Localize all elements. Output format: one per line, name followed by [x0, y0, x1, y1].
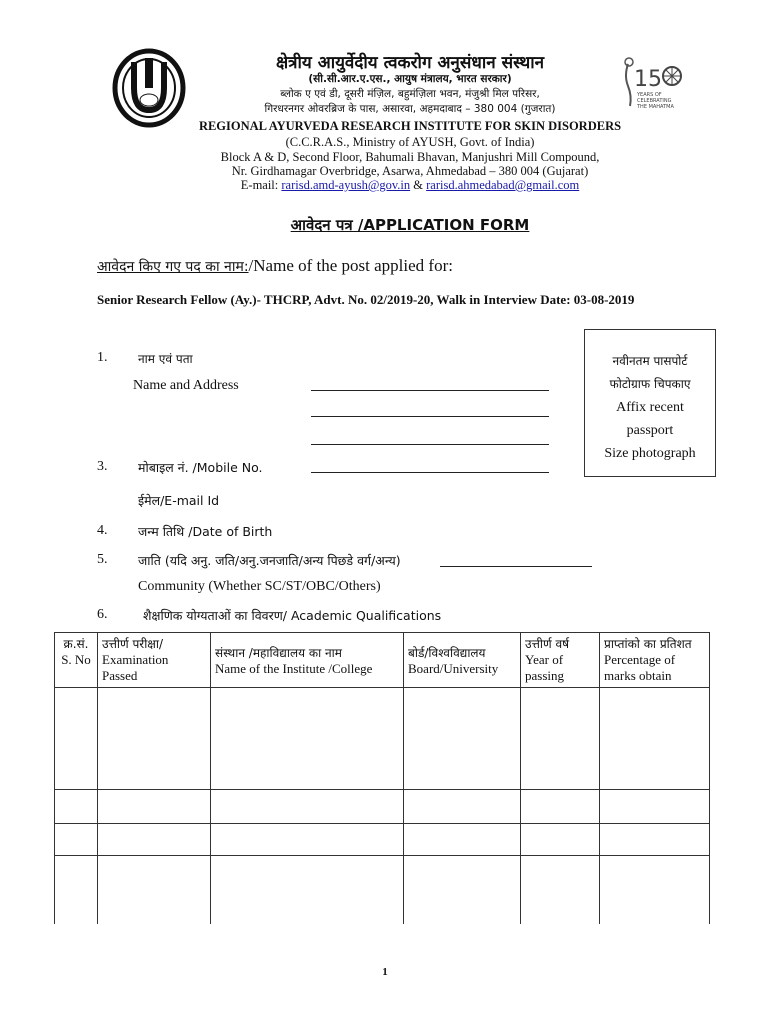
- hindi-line-3: गिरधरनगर ओवरब्रिज के पास, असारवा, अहमदाबाद – 380 004 (गुजरात): [264, 103, 556, 115]
- field-1-english: Name and Address: [133, 378, 239, 393]
- field-5-label: जाति (यदि अनु. जति/अनु.जनजाति/अन्य पिछडे वर्ग/अन्य): [138, 553, 401, 568]
- qualifications-table: [54, 632, 710, 924]
- community-line[interactable]: [440, 566, 592, 567]
- english-line-1: (C.C.R.A.S., Ministry of AYUSH, Govt. of India): [285, 135, 535, 149]
- institute-english-title: REGIONAL AYURVEDA RESEARCH INSTITUTE FOR SKIN DISORDERS: [198, 119, 622, 133]
- page-number: 1: [382, 966, 388, 978]
- form-title: आवेदन पत्र /APPLICATION FORM: [290, 216, 530, 234]
- field-1-hindi: नाम एवं पता: [138, 352, 193, 366]
- email-label: E-mail:: [240, 178, 279, 192]
- svg-text:CELEBRATING: CELEBRATING: [637, 98, 672, 104]
- field-3-number: 3.: [97, 459, 108, 474]
- english-line-3: Nr. Girdhamagar Overbridge, Asarwa, Ahmedabad – 380 004 (Gujarat): [231, 164, 589, 178]
- name-address-line-1[interactable]: [311, 390, 549, 391]
- field-4-label: जन्म तिथि /Date of Birth: [138, 524, 273, 539]
- photo-hindi-2: फोटोग्राफ चिपकाए: [609, 377, 691, 391]
- col-board: बोर्ड/विश्वविद्यालय Board/University: [404, 633, 521, 688]
- svg-text:15: 15: [634, 67, 662, 92]
- field-3-label: मोबाइल नं. /Mobile No.: [138, 460, 263, 475]
- field-5-number: 5.: [97, 552, 108, 567]
- col-year: उत्तीर्ण वर्ष Year of passing: [521, 633, 600, 688]
- photo-english-1: Affix recent: [616, 400, 684, 415]
- mobile-line[interactable]: [311, 472, 549, 473]
- hindi-line-1: (सी.सी.आर.ए.एस., आयुष मंत्रालय, भारत सरकार): [308, 73, 512, 85]
- col-sno: क्र.सं. S. No: [55, 633, 98, 688]
- table-row[interactable]: [55, 688, 710, 790]
- svg-text:THE MAHATMA: THE MAHATMA: [637, 104, 674, 110]
- email-separator: &: [413, 178, 423, 192]
- photo-english-3: Size photograph: [604, 446, 696, 461]
- table-header-row: [55, 633, 710, 688]
- photo-hindi-1: नवीनतम पासपोर्ट: [612, 354, 688, 368]
- field-6-number: 6.: [97, 607, 108, 622]
- email-link-1[interactable]: rarisd.amd-ayush@gov.in: [281, 178, 411, 192]
- svg-text:YEARS OF: YEARS OF: [637, 92, 662, 98]
- field-5-sub: Community (Whether SC/ST/OBC/Others): [138, 579, 381, 594]
- field-6-label: शैक्षणिक योग्यताओं का विवरण/ Academic Qualifications: [143, 608, 442, 623]
- photo-english-2: passport: [626, 423, 674, 438]
- hindi-line-2: ब्लोक ए एवं डी, दूसरी मंज़िल, बहुमंज़िला भवन, मंजुश्री मिल परिसर,: [280, 88, 540, 100]
- col-exam: उत्तीर्ण परीक्षा/ Examination Passed: [98, 633, 211, 688]
- table-row[interactable]: [55, 790, 710, 824]
- post-label: [97, 256, 453, 276]
- field-4-number: 4.: [97, 523, 108, 538]
- post-label-hindi: आवेदन किए गए पद का नाम:: [97, 259, 249, 275]
- post-label-english: /Name of the post applied for:: [248, 256, 453, 275]
- email-id-label: ईमेल/E-mail Id: [138, 493, 220, 508]
- field-1-number: 1.: [97, 350, 108, 365]
- name-address-line-3[interactable]: [311, 444, 549, 445]
- col-institute: संस्थान /महाविद्यालय का नाम Name of the Institute /College: [211, 633, 404, 688]
- table-row[interactable]: [55, 856, 710, 924]
- name-address-line-2[interactable]: [311, 416, 549, 417]
- col-percentage: प्राप्तांको का प्रतिशत Percentage of marks obtain: [600, 633, 710, 688]
- post-value: Senior Research Fellow (Ay.)- THCRP, Advt. No. 02/2019-20, Walk in Interview Date: 03-08-2019: [97, 292, 635, 307]
- institute-hindi-title: क्षेत्रीय आयुर्वेदीय त्वकरोग अनुसंधान संस्थान: [275, 53, 545, 73]
- english-line-2: Block A & D, Second Floor, Bahumali Bhavan, Manjushri Mill Compound,: [220, 150, 600, 164]
- institute-logo: [112, 48, 186, 128]
- email-line: [150, 178, 670, 193]
- photo-box[interactable]: [584, 329, 716, 477]
- email-link-2[interactable]: rarisd.ahmedabad@gmail.com: [426, 178, 580, 192]
- table-row[interactable]: [55, 824, 710, 856]
